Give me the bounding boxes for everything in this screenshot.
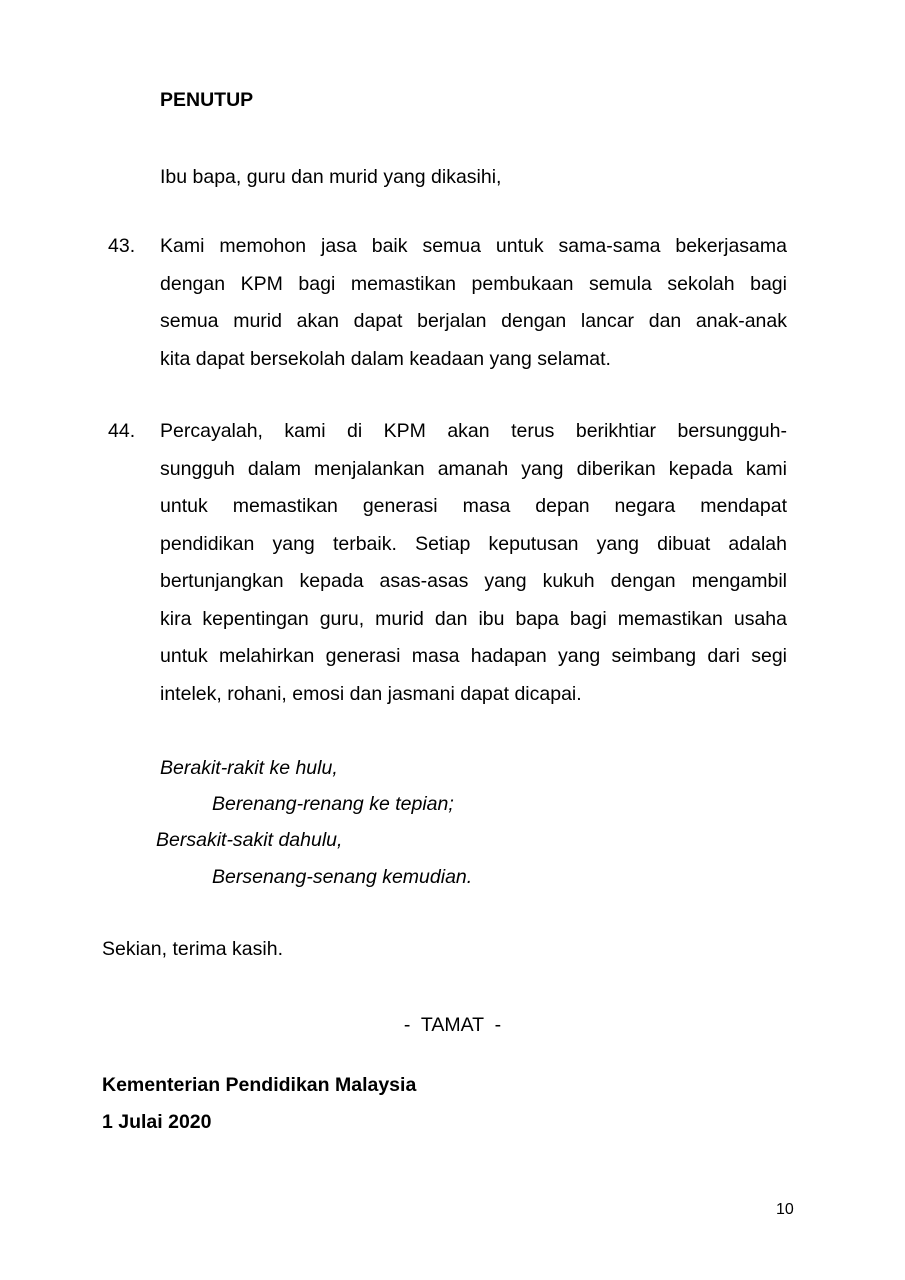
paragraph-number: 44.	[108, 420, 136, 442]
paragraph-line: semua murid akan dapat berjalan dengan lancar dan anak-anak	[160, 310, 787, 332]
paragraph-line: kira kepentingan guru, murid dan ibu bapa bagi memastikan usaha	[160, 607, 787, 630]
paragraph-line: kita dapat bersekolah dalam keadaan yang selamat.	[160, 347, 611, 370]
pantun-line: Berenang-renang ke tepian;	[212, 793, 454, 815]
paragraph-line: dengan KPM bagi memastikan pembukaan semula sekolah bagi	[160, 272, 787, 295]
paragraph-line: untuk memastikan generasi masa depan negara mendapat	[160, 495, 787, 517]
paragraph-line: pendidikan yang terbaik. Setiap keputusan yang dibuat adalah	[160, 532, 787, 555]
paragraph-line: sungguh dalam menjalankan amanah yang diberikan kepada kami	[160, 457, 787, 480]
signature-organization: Kementerian Pendidikan Malaysia	[102, 1074, 417, 1096]
paragraph-number: 43.	[108, 235, 136, 257]
pantun-line: Berakit-rakit ke hulu,	[160, 757, 338, 779]
paragraph-line: intelek, rohani, emosi dan jasmani dapat dicapai.	[160, 682, 582, 705]
section-heading: PENUTUP	[160, 89, 254, 111]
paragraph-line: Percayalah, kami di KPM akan terus berikhtiar bersungguh-	[160, 420, 787, 442]
pantun-line: Bersenang-senang kemudian.	[212, 866, 473, 888]
paragraph-line: bertunjangkan kepada asas-asas yang kukuh dengan mengambil	[160, 570, 787, 592]
salutation: Ibu bapa, guru dan murid yang dikasihi,	[160, 166, 502, 188]
page-number: 10	[776, 1201, 794, 1218]
signature-date: 1 Julai 2020	[102, 1111, 212, 1133]
paragraph-line: untuk melahirkan generasi masa hadapan yang seimbang dari segi	[160, 645, 787, 667]
end-marker: - TAMAT -	[403, 1014, 502, 1036]
paragraph-line: Kami memohon jasa baik semua untuk sama-sama bekerjasama	[160, 235, 787, 257]
closing-text: Sekian, terima kasih.	[102, 938, 283, 960]
pantun-line: Bersakit-sakit dahulu,	[156, 829, 343, 851]
